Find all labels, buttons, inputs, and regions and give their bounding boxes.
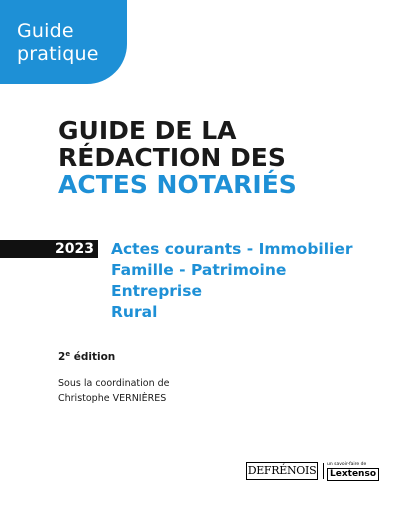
publisher-divider <box>323 463 324 479</box>
coordination-line-2: Christophe VERNIÈRES <box>58 393 167 404</box>
tab-line-1: Guide <box>17 20 74 42</box>
year-label: 2023 <box>55 241 94 257</box>
publisher-note: un savoir-faire de <box>327 462 367 467</box>
publisher-name: DEFRÉNOIS <box>246 462 318 480</box>
tab-line-2: pratique <box>17 43 99 65</box>
edition-text: édition <box>70 351 116 363</box>
edition-suffix: e <box>65 350 71 358</box>
title-line-3: ACTES NOTARIÉS <box>58 170 297 199</box>
topic-item: Actes courants - Immobilier <box>111 240 353 258</box>
edition-label <box>58 351 115 363</box>
title-line-2: RÉDACTION DES <box>58 143 286 172</box>
coordination-line-1: Sous la coordination de <box>58 378 170 389</box>
publisher-brand: Lextenso <box>327 468 379 481</box>
topic-item: Rural <box>111 303 158 321</box>
publisher-logo <box>246 462 376 480</box>
guide-pratique-tab <box>0 0 127 84</box>
book-title <box>58 117 388 198</box>
title-line-1: GUIDE DE LA <box>58 116 237 145</box>
topic-item: Famille - Patrimoine <box>111 261 287 279</box>
coordination <box>58 376 170 406</box>
year-bar <box>0 240 98 258</box>
topic-item: Entreprise <box>111 282 202 300</box>
topics-list <box>111 239 353 323</box>
edition-number: 2 <box>58 351 66 363</box>
